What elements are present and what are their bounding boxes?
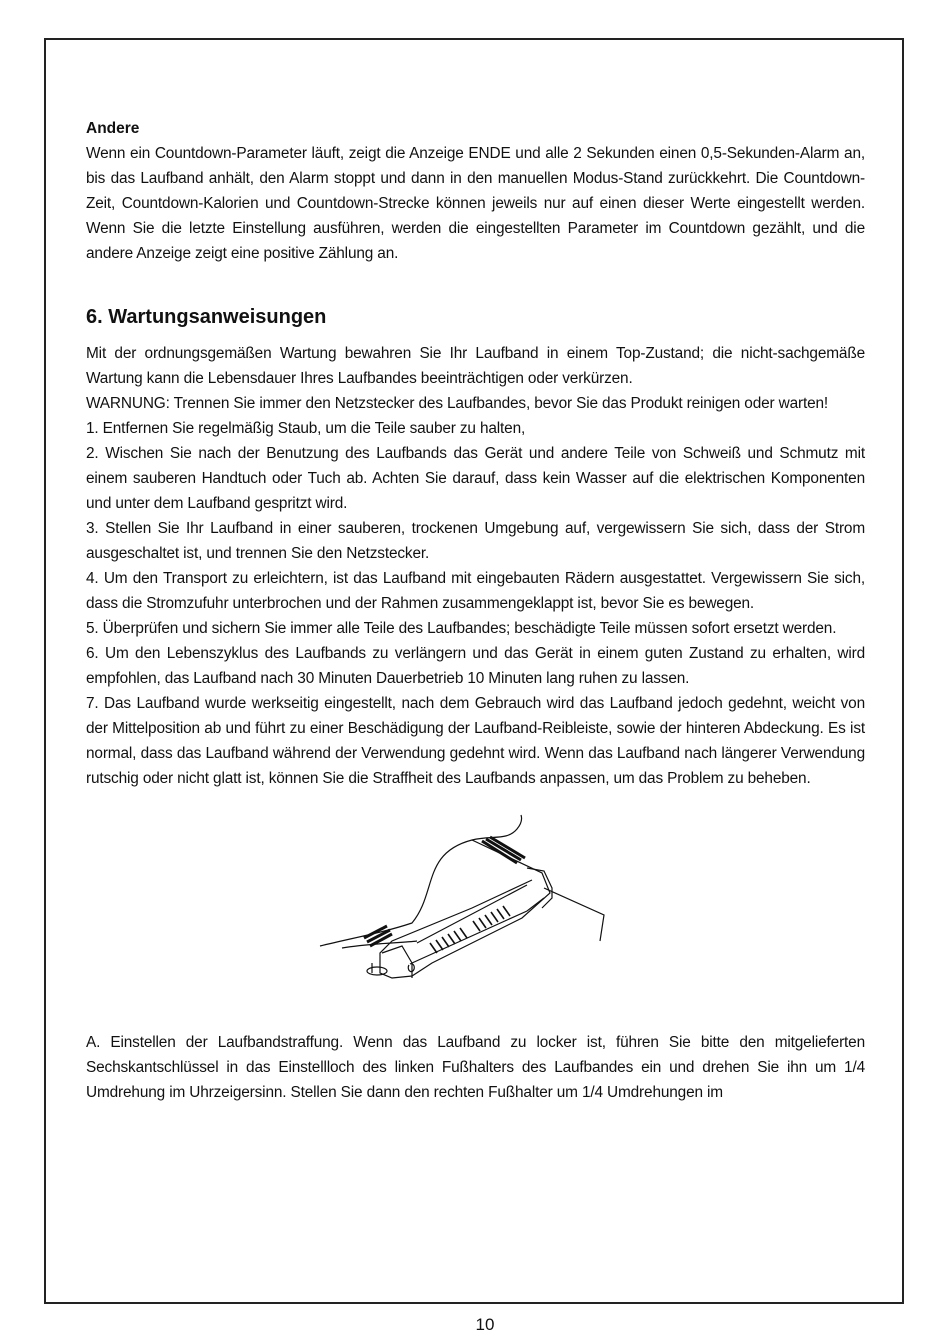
paragraph-step-a: A. Einstellen der Laufbandstraffung. Wenn das Laufband zu locker ist, führen Sie bitte den mitgelieferten Sechskantschlüssel in das Einstellloch des linken Fußhalters des Laufbandes ein und drehen Sie ihn um 1/4 Umdrehung im Uhrzeigersinn. Stellen Sie dann den rechten Fußhalter um 1/4 Umdrehungen im [86,1034,865,1101]
list-item-1: 1. Entfernen Sie regelmäßig Staub, um die Teile sauber zu halten, [86,420,526,437]
list-item-2: 2. Wischen Sie nach der Benutzung des Laufbands das Gerät und andere Teile von Schweiß und Schmutz mit einem sauberen Handtuch oder Tuch ab. Achten Sie darauf, dass kein Wasser auf die elektrischen Komponenten und unter dem Laufband gespritzt wird. [86,445,865,512]
list-item-5: 5. Überprüfen und sichern Sie immer alle Teile des Laufbandes; beschädigte Teile müssen sofort ersetzt werden. [86,620,837,637]
list-item-3: 3. Stellen Sie Ihr Laufband in einer sauberen, trockenen Umgebung auf, vergewissern Sie sich, dass der Strom ausgeschaltet ist, und trennen Sie den Netzstecker. [86,520,865,562]
paragraph-intro: Mit der ordnungsgemäßen Wartung bewahren Sie Ihr Laufband in einem Top-Zustand; die nicht-sachgemäße Wartung kann die Lebensdauer Ihres Laufbandes beeinträchtigen oder verkürzen. [86,345,865,387]
treadmill-adjustment-illustration [312,813,612,993]
page-number: 10 [475,1315,495,1334]
paragraph-warning: WARNUNG: Trennen Sie immer den Netzstecker des Laufbandes, bevor Sie das Produkt reinigen oder warten! [86,395,829,412]
page-content [86,116,865,1105]
section-heading-andere: Andere [86,120,140,137]
list-item-7: 7. Das Laufband wurde werkseitig eingestellt, nach dem Gebrauch wird das Laufband jedoch gedehnt, weicht von der Mittelposition ab und führt zu einer Beschädigung der Laufband-Reibleiste, sowie der hinteren Abdeckung. Es ist normal, dass das Laufband während der Verwendung gedehnt wird. Wenn das Laufband nach längerer Verwendung rutschig oder nicht glatt ist, können Sie die Straffheit des Laufbands anpassen, um das Problem zu beheben. [86,695,865,787]
list-item-4: 4. Um den Transport zu erleichtern, ist das Laufband mit eingebauten Rädern ausgestattet. Vergewissern Sie sich, dass die Stromzufuhr unterbrochen und der Rahmen zusammengeklappt ist, bevor Sie es bewegen. [86,570,865,612]
paragraph-andere: Wenn ein Countdown-Parameter läuft, zeigt die Anzeige ENDE und alle 2 Sekunden einen 0,5-Sekunden-Alarm an, bis das Laufband anhält, den Alarm stoppt und dann in den manuellen Modus-Stand zurückkehrt. Die Countdown-Zeit, Countdown-Kalorien und Countdown-Strecke können jeweils nur auf einen dieser Werte eingestellt werden. Wenn Sie die letzte Einstellung ausführen, werden die eingestellten Parameter im Countdown gezählt, und die andere Anzeige zeigt eine positive Zählung an. [86,145,865,262]
list-item-6: 6. Um den Lebenszyklus des Laufbands zu verlängern und das Gerät in einem guten Zustand zu erhalten, wird empfohlen, das Laufband nach 30 Minuten Dauerbetrieb 10 Minuten lang ruhen zu lassen. [86,645,865,687]
section-heading-maintenance: 6. Wartungsanweisungen [86,306,327,328]
